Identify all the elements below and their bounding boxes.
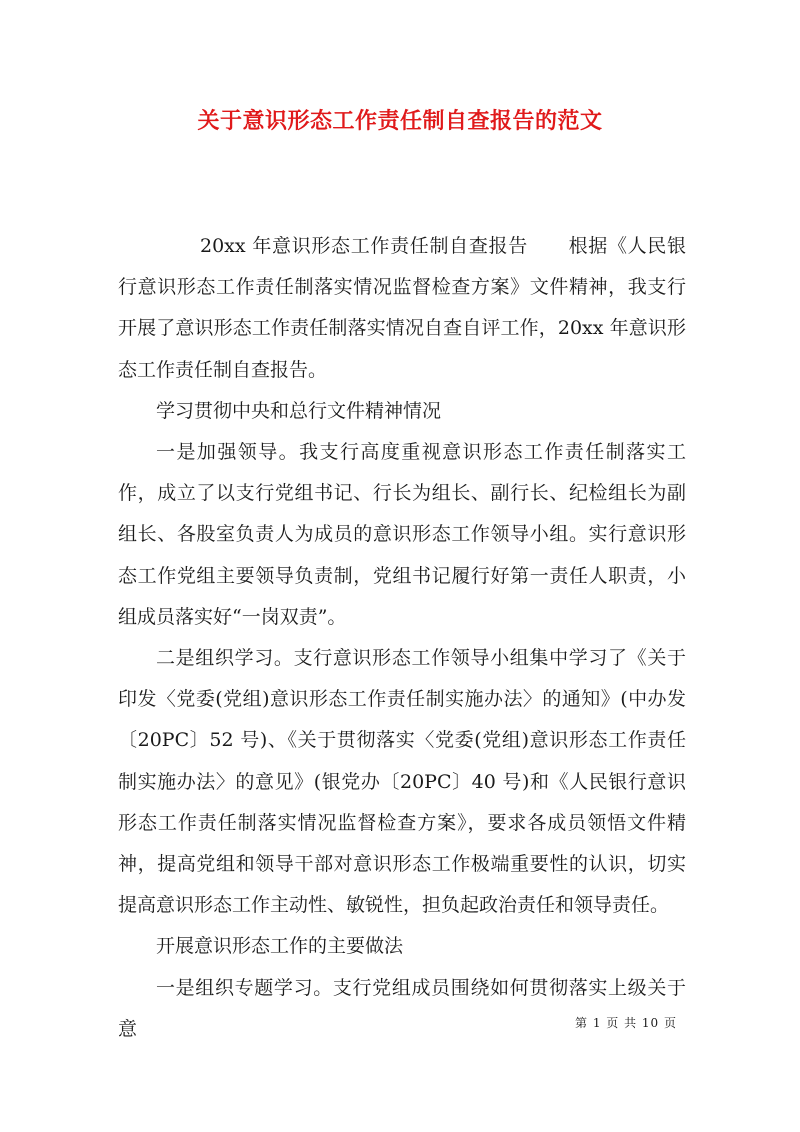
paragraph-special-study: 一是组织专题学习。支行党组成员围绕如何贯彻落实上级关于意	[118, 976, 686, 1040]
paragraph-leadership: 一是加强领导。我支行高度重视意识形态工作责任制落实工作，成立了以支行党组书记、行长为组长、副行长、纪检组长为副组长、各股室负责人为成员的意识形态工作领导小组。实行意识形态工作党组主要领导负责制，党组书记履行好第一责任人职责，小组成员落实好“一岗双责”。	[118, 441, 686, 628]
section-heading-2: 开展意识形态工作的主要做法	[156, 935, 404, 958]
intro-rest: 根据《人民银行意识形态工作责任制落实情况监督检查方案》文件精神，我支行开展了意识形态工作责任制落实情况自查自评工作，20xx 年意识形态工作责任制自查报告。	[118, 235, 686, 381]
document-body	[118, 226, 686, 1050]
page-number: 第 1 页 共 10 页	[575, 1016, 677, 1030]
intro-paragraph	[118, 226, 686, 391]
intro-lead: 20xx 年意识形态工作责任制自查报告	[200, 235, 528, 257]
section-heading-1: 学习贯彻中央和总行文件精神情况	[156, 399, 442, 422]
paragraph-study: 二是组织学习。支行意识形态工作领导小组集中学习了《关于印发〈党委(党组)意识形态工作责任制实施办法〉的通知》(中办发〔20PC〕52 号)、《关于贯彻落实〈党委(党组)意识形态工作责任制实施办法〉的意见》(银党办〔20PC〕40 号)和《人民银行意识形态工作责任制落实情况监督检查方案》，要求各成员领悟文件精神，提高党组和领导干部对意识形态工作极端重要性的认识，切实提高意识形态工作主动性、敏锐性，担负起政治责任和领导责任。	[118, 647, 686, 917]
document-title: 关于意识形态工作责任制自查报告的范文	[197, 108, 603, 134]
